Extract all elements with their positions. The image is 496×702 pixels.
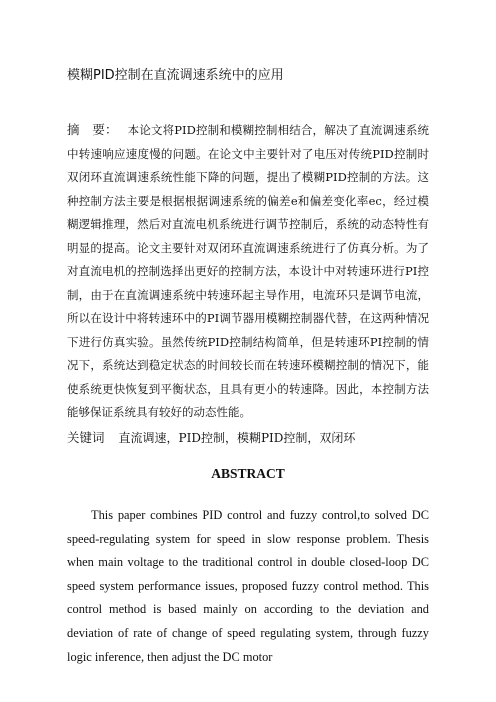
abstract-label: 摘 要： [67, 122, 118, 137]
page-title: 模糊PID控制在直流调速系统中的应用 [67, 68, 284, 83]
english-abstract-heading: ABSTRACT [211, 466, 285, 481]
keywords-label: 关键词 [67, 430, 105, 445]
chinese-abstract [67, 118, 429, 425]
english-abstract-text: This paper combines PID control and fuzzy control,to solved DC speed-regulating system for speed in slow response problem. Thesis when main voltage to the traditional control in double closed-loop DC speed system performance issues, proposed fuzzy control method. This control method is based mainly on according to the deviation and deviation of rate of change of speed regulating system, through fuzzy logic inference, then adjust the DC motor [67, 508, 429, 664]
abstract-text: 本论文将PID控制和模糊控制相结合，解决了直流调速系统中转速响应速度慢的问题。在论文中主要针对了电压对传统PID控制时双闭环直流调速系统性能下降的问题，提出了模糊PID控制的方法。这种控制方法主要是根据根据调速系统的偏差e和偏差变化率ec，经过模糊逻辑推理，然后对直流电机系统进行调节控制后，系统的动态特性有明显的提高。论文主要针对双闭环直流调速系统进行了仿真分析。为了对直流电机的控制选择出更好的控制方法，本设计中对转速环进行PI控制，由于在直流调速系统中转速环起主导作用，电流环只是调节电流，所以在设计中将转速环中的PI调节器用模糊控制器代替，在这两种情况下进行仿真实验。虽然传统PID控制结构简单，但是转速环PI控制的情况下，系统达到稳定状态的时间较长而在转速环模糊控制的情况下，能使系统更快恢复到平衡状态，且具有更小的转速降。因此，本控制方法能够保证系统具有较好的动态性能。 [67, 123, 429, 419]
keywords-line [67, 428, 355, 446]
keywords-text: 直流调速，PID控制，模糊PID控制，双闭环 [118, 431, 356, 445]
